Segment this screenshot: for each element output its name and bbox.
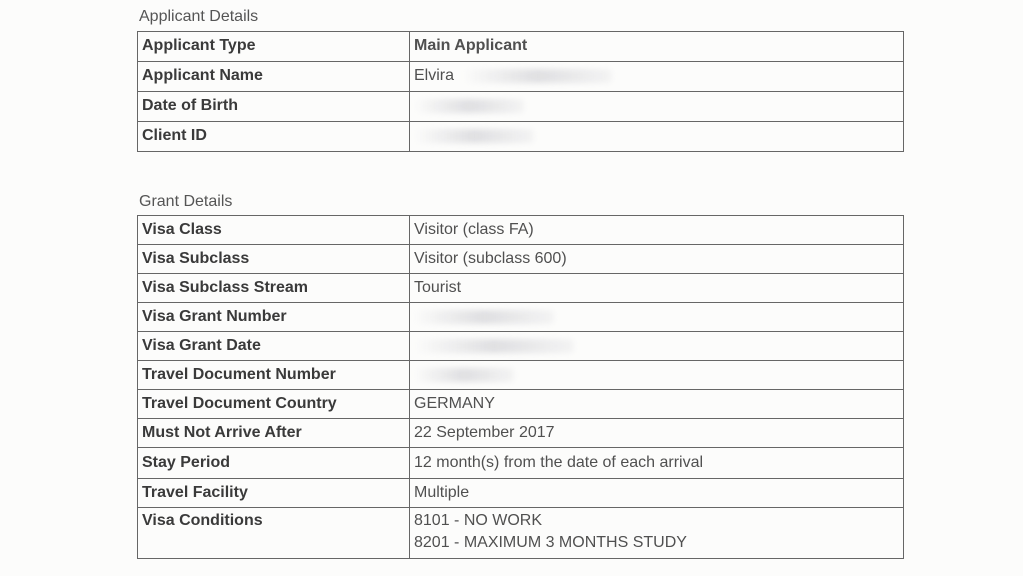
table-row xyxy=(138,92,904,122)
applicant-type-value: Main Applicant xyxy=(410,32,904,62)
client-id-label: Client ID xyxy=(138,122,410,152)
table-row xyxy=(138,479,904,508)
visa-condition-line: 8101 - NO WORK xyxy=(414,512,543,529)
table-row xyxy=(138,62,904,92)
redaction-blur xyxy=(414,368,514,382)
table-row xyxy=(138,303,904,332)
visa-conditions-label: Visa Conditions xyxy=(138,508,410,559)
applicant-details-table xyxy=(137,31,904,152)
visa-conditions-cell xyxy=(410,508,904,559)
visa-subclass-label: Visa Subclass xyxy=(138,245,410,274)
table-row xyxy=(138,419,904,448)
travel-document-number-label: Travel Document Number xyxy=(138,361,410,390)
table-row xyxy=(138,361,904,390)
table-row xyxy=(138,245,904,274)
visa-subclass-value: Visitor (subclass 600) xyxy=(410,245,904,274)
redaction-blur xyxy=(414,129,534,143)
grant-details-title: Grant Details xyxy=(139,193,233,210)
redaction-blur xyxy=(414,339,574,353)
redaction-blur xyxy=(462,69,612,83)
visa-class-value: Visitor (class FA) xyxy=(410,216,904,245)
travel-facility-value: Multiple xyxy=(410,479,904,508)
table-row xyxy=(138,122,904,152)
visa-condition-line: 8201 - MAXIMUM 3 MONTHS STUDY xyxy=(414,534,687,551)
visa-subclass-stream-value: Tourist xyxy=(410,274,904,303)
table-row xyxy=(138,216,904,245)
must-not-arrive-after-label: Must Not Arrive After xyxy=(138,419,410,448)
visa-grant-date-label: Visa Grant Date xyxy=(138,332,410,361)
table-row xyxy=(138,332,904,361)
applicant-name-value: Elvira xyxy=(414,67,455,84)
visa-grant-number-label: Visa Grant Number xyxy=(138,303,410,332)
travel-facility-label: Travel Facility xyxy=(138,479,410,508)
grant-details-table xyxy=(137,215,904,559)
applicant-type-label: Applicant Type xyxy=(138,32,410,62)
travel-document-country-value: GERMANY xyxy=(410,390,904,419)
travel-document-number-cell xyxy=(410,361,904,390)
client-id-cell xyxy=(410,122,904,152)
must-not-arrive-after-value: 22 September 2017 xyxy=(410,419,904,448)
visa-subclass-stream-label: Visa Subclass Stream xyxy=(138,274,410,303)
table-row xyxy=(138,274,904,303)
visa-class-label: Visa Class xyxy=(138,216,410,245)
stay-period-label: Stay Period xyxy=(138,448,410,479)
visa-grant-date-cell xyxy=(410,332,904,361)
table-row xyxy=(138,508,904,559)
applicant-name-label: Applicant Name xyxy=(138,62,410,92)
table-row xyxy=(138,32,904,62)
table-row xyxy=(138,390,904,419)
visa-grant-number-cell xyxy=(410,303,904,332)
redaction-blur xyxy=(414,310,554,324)
table-row xyxy=(138,448,904,479)
redaction-blur xyxy=(414,99,524,113)
date-of-birth-cell xyxy=(410,92,904,122)
applicant-details-title: Applicant Details xyxy=(139,8,259,25)
date-of-birth-label: Date of Birth xyxy=(138,92,410,122)
applicant-name-cell xyxy=(410,62,904,92)
stay-period-value: 12 month(s) from the date of each arrival xyxy=(410,448,904,479)
travel-document-country-label: Travel Document Country xyxy=(138,390,410,419)
